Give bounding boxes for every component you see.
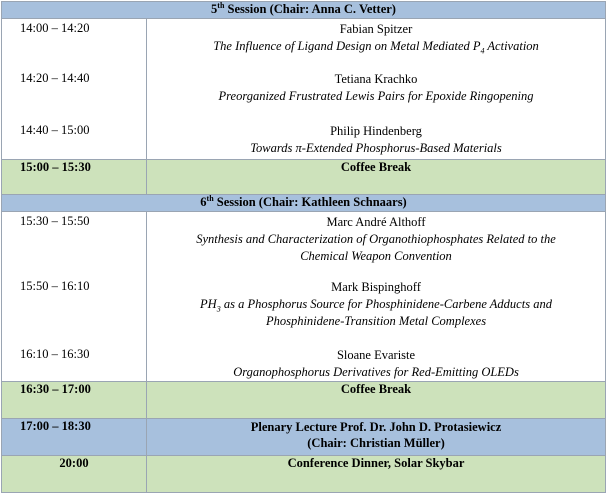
talk-speaker: Mark Bispinghoff <box>331 279 421 294</box>
coffee-break-row <box>2 382 606 419</box>
talk-title-part: Activation <box>484 39 539 53</box>
talk-cell <box>147 19 606 69</box>
talk-title-line-2: Chemical Weapon Convention <box>300 249 452 263</box>
table-row <box>2 69 606 121</box>
talk-time: 15:30 – 15:50 <box>2 212 147 277</box>
talk-time: 16:10 – 16:30 <box>2 345 147 382</box>
talk-title-line-1: Synthesis and Characterization of Organothiophosphates Related to the <box>196 232 556 246</box>
table-row <box>2 345 606 382</box>
session-5-number: 5 <box>211 2 218 16</box>
plenary-time: 17:00 – 18:30 <box>2 419 147 456</box>
talk-title <box>147 38 605 55</box>
talk-title-subscript: 3 <box>216 304 221 313</box>
talk-title: Towards π-Extended Phosphorus-Based Materials <box>250 140 502 155</box>
talk-title-line-1 <box>147 296 605 313</box>
talk-title-part: PH <box>200 296 217 311</box>
schedule-table <box>1 1 606 493</box>
talk-cell <box>147 69 606 121</box>
talk-speaker: Tetiana Krachko <box>334 71 418 86</box>
talk-title: Preorganized Frustrated Lewis Pairs for Epoxide Ringopening <box>218 88 534 103</box>
plenary-title: Plenary Lecture Prof. Dr. John D. Protasiewicz <box>250 420 502 434</box>
session-6-header <box>2 195 606 212</box>
session-6-sup: th <box>206 193 214 203</box>
break-time: 15:00 – 15:30 <box>2 160 147 195</box>
session-5-label: Session (Chair: Anna C. Vetter) <box>227 2 396 16</box>
talk-cell <box>147 212 606 277</box>
talk-title-part: as a Phosphorus Source for Phosphinidene-Carbene Adducts and <box>220 296 552 311</box>
conference-dinner-row <box>2 456 606 493</box>
talk-speaker: Marc André Althoff <box>326 215 426 229</box>
session-5-sup: th <box>217 0 225 10</box>
talk-time: 14:20 – 14:40 <box>2 69 147 121</box>
dinner-label: Conference Dinner, Solar Skybar <box>147 456 606 493</box>
coffee-break-row <box>2 160 606 195</box>
talk-speaker: Sloane Evariste <box>336 347 416 362</box>
session-5-header <box>2 2 606 19</box>
break-label: Coffee Break <box>147 160 606 195</box>
talk-title-part: The Influence of Ligand Design on Metal Mediated P <box>213 39 481 53</box>
talk-title-line-2: Phosphinidene-Transition Metal Complexes <box>265 313 487 328</box>
talk-speaker: Fabian Spitzer <box>339 22 413 36</box>
break-time: 16:30 – 17:00 <box>2 382 147 419</box>
talk-cell <box>147 121 606 160</box>
talk-time: 14:00 – 14:20 <box>2 19 147 69</box>
table-row <box>2 19 606 69</box>
talk-speaker: Philip Hindenberg <box>330 123 422 138</box>
talk-time: 15:50 – 16:10 <box>2 277 147 345</box>
break-label: Coffee Break <box>147 382 606 419</box>
table-row <box>2 121 606 160</box>
plenary-lecture-row <box>2 419 606 456</box>
talk-time: 14:40 – 15:00 <box>2 121 147 160</box>
session-6-number: 6 <box>200 195 207 209</box>
plenary-cell <box>147 419 606 456</box>
table-row <box>2 212 606 277</box>
talk-title: Organophosphorus Derivatives for Red-Emitting OLEDs <box>233 364 519 379</box>
table-row <box>2 277 606 345</box>
talk-cell <box>147 277 606 345</box>
plenary-chair: (Chair: Christian Müller) <box>307 436 445 450</box>
talk-title-subscript: 4 <box>480 46 485 56</box>
dinner-time: 20:00 <box>2 456 147 493</box>
session-6-header-cell <box>2 195 606 212</box>
session-6-label: Session (Chair: Kathleen Schnaars) <box>216 195 407 209</box>
session-5-header-cell <box>2 2 606 19</box>
talk-cell <box>147 345 606 382</box>
